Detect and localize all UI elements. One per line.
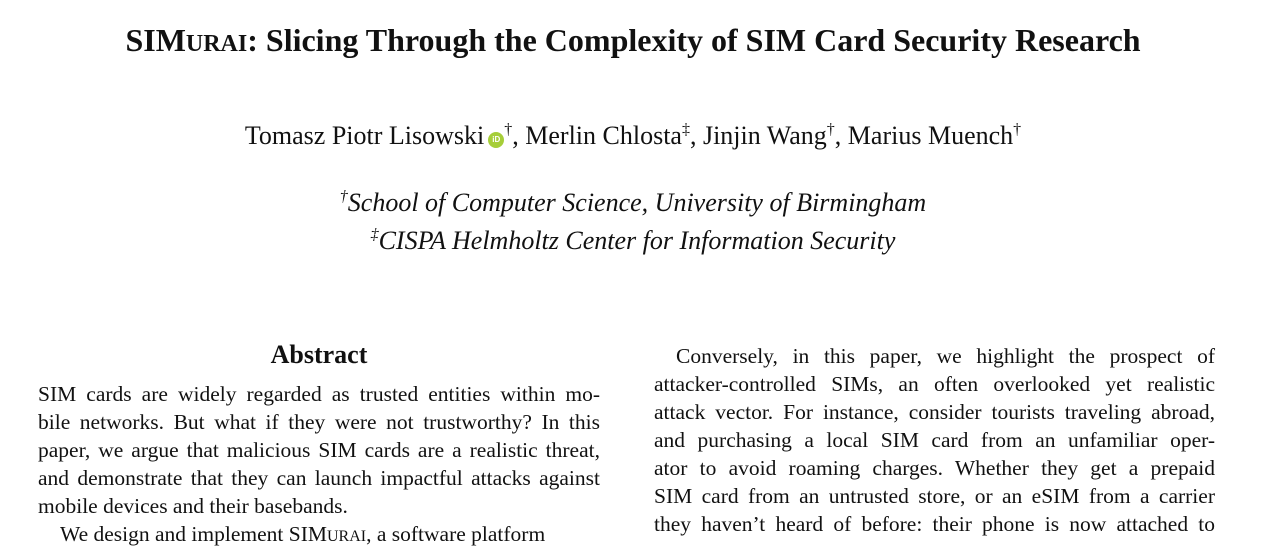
affiliation-text: CISPA Helmholtz Center for Information Security xyxy=(378,226,896,255)
title-name-smallcaps: URAI xyxy=(185,31,248,57)
abstract-line-partial xyxy=(38,520,600,548)
abstract-partial-before: We design and implement SIM xyxy=(60,522,327,546)
abstract-line: bile networks. But what if they were not trustworthy? In this xyxy=(38,410,600,434)
paper-title xyxy=(0,18,1266,66)
author-separator: , xyxy=(512,121,526,150)
body-line: they haven’t heard of before: their phone is now attached to xyxy=(654,512,1215,536)
affiliation xyxy=(0,186,1266,224)
author-separator: , xyxy=(834,121,848,150)
affiliation-list xyxy=(0,186,1266,262)
author-name: Merlin Chlosta xyxy=(525,121,682,150)
affiliation-mark: ‡ xyxy=(370,226,379,243)
author-affiliation-mark: † xyxy=(1013,121,1022,138)
abstract-line: SIM cards are widely regarded as trusted entities within mo- xyxy=(38,382,600,406)
body-line: ator to avoid roaming charges. Whether they get a prepaid xyxy=(654,456,1215,480)
abstract-heading: Abstract xyxy=(270,340,368,369)
body-line: and purchasing a local SIM card from an unfamiliar oper- xyxy=(654,428,1215,452)
body-line: attack vector. For instance, consider tourists traveling abroad, xyxy=(654,400,1215,424)
affiliation xyxy=(0,224,1266,262)
abstract-body xyxy=(38,380,600,548)
title-name-prefix: SIM xyxy=(125,22,186,58)
author-list xyxy=(0,116,1266,160)
affiliation-mark: † xyxy=(339,188,348,205)
body-line: attacker-controlled SIMs, an often overlooked yet realistic xyxy=(654,372,1215,396)
author-name: Jinjin Wang xyxy=(702,121,827,150)
author-name: Marius Muench xyxy=(847,121,1014,150)
author-name: Tomasz Piotr Lisowski xyxy=(244,121,485,150)
right-column-body xyxy=(654,342,1215,538)
abstract-line: and demonstrate that they can launch impactful attacks against xyxy=(38,466,600,490)
body-line: Conversely, in this paper, we highlight the prospect of xyxy=(676,344,1215,368)
body-line: SIM card from an untrusted store, or an eSIM from a carrier xyxy=(654,484,1215,508)
abstract-line: mobile devices and their basebands. xyxy=(38,494,348,518)
abstract-line: paper, we argue that malicious SIM cards are a realistic threat, xyxy=(38,438,600,462)
author-affiliation-mark: † xyxy=(826,121,835,138)
title-rest: : Slicing Through the Complexity of SIM Card Security Research xyxy=(247,22,1141,58)
author-affiliation-mark: † xyxy=(504,121,513,138)
orcid-icon[interactable]: iD xyxy=(488,132,504,148)
author-separator: , xyxy=(689,121,703,150)
affiliation-text: School of Computer Science, University of Birmingham xyxy=(347,188,927,217)
author-affiliation-mark: ‡ xyxy=(681,121,690,138)
abstract-partial-after: , a software platform xyxy=(366,522,546,546)
abstract-partial-smallcaps: URAI xyxy=(326,528,367,545)
